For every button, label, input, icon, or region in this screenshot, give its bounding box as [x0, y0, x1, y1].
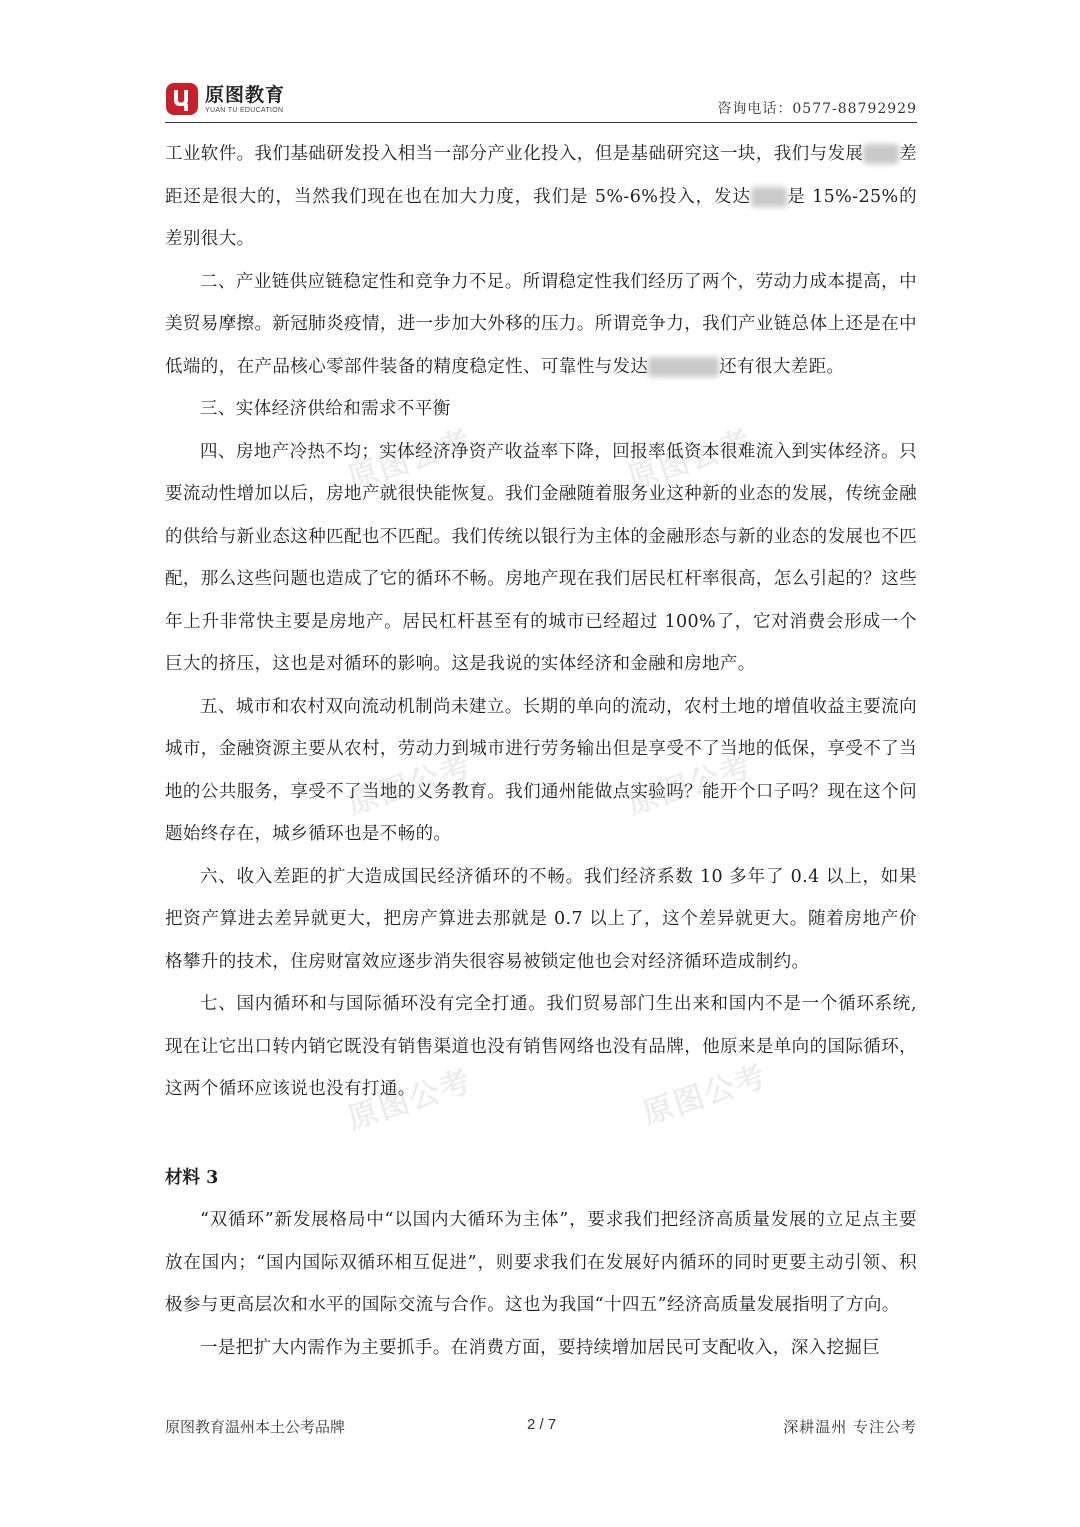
- paragraph-6: 六、收入差距的扩大造成国民经济循环的不畅。我们经济系数 10 多年了 0.4 以上，如果把资产算进去差异就更大，把房产算进去那就是 0.7 以上了，这个差异就更大。随着房地产价格攀升的技术，住房财富效应逐步消失很容易被锁定他也会对经济循环造成制约。: [165, 866, 917, 972]
- watermark: 原图公考: [623, 423, 757, 497]
- paragraph-text: 工业软件。我们基础研发投入相当一部分产业化投入，但是基础研究这一块，我们与发展: [165, 144, 864, 164]
- footer-brand: 原图教育温州本土公考品牌: [165, 1418, 346, 1436]
- watermark: 原图公考: [343, 423, 477, 497]
- paragraph-text: 差距还是很大的，当然我们现在也在加大力度，我们是 5%-6%投入，发达: [165, 144, 917, 207]
- paragraph-4: 四、房地产冷热不均；实体经济净资产收益率下降，回报率低资本很难流入到实体经济。只要流动性增加以后，房地产就很快能恢复。我们金融随着服务业这种新的业态的发展，传统金融的供给与新业态这种匹配也不匹配。我们传统以银行为主体的金融形态与新的业态的发展也不匹配，那么这些问题也造成了它的循环不畅。房地产现在我们居民杠杆率很高，怎么引起的？这些年上升非常快主要是房地产。居民杠杆甚至有的城市已经超过 100%了，它对消费会形成一个巨大的挤压，这也是对循环的影响。这是我说的实体经济和金融和房地产。: [165, 441, 917, 674]
- watermark: 原图公考: [343, 748, 477, 822]
- material-paragraph-1: “双循环”新发展格局中“以国内大循环为主体”，要求我们把经济高质量发展的立足点主要放在国内；“国内国际双循环相互促进”，则要求我们在发展好内循环的同时更要主动引领、积极参与更高层次和水平的国际交流与合作。这也为我国“十四五”经济高质量发展指明了方向。: [165, 1210, 917, 1315]
- paragraph-3: 三、实体经济供给和需求不平衡: [200, 399, 451, 419]
- redacted-text: [863, 144, 899, 164]
- paragraph-2: [165, 261, 917, 389]
- paragraph-1: [165, 133, 917, 261]
- footer-slogan: 深耕温州 专注公考: [783, 1418, 917, 1436]
- watermark: 原图公考: [638, 1058, 772, 1132]
- redacted-text: [648, 357, 719, 377]
- page-footer: [165, 1416, 917, 1440]
- logo-y-icon: [165, 82, 199, 116]
- hotline-text: 咨询电话：0577-88792929: [717, 101, 917, 117]
- document-body: [165, 133, 917, 1369]
- redacted-text: [751, 187, 787, 207]
- paragraph-text: 二、产业链供应链稳定性和竞争力不足。所谓稳定性我们经历了两个，劳动力成本提高，中美贸易摩擦。新冠肺炎疫情，进一步加大外移的压力。所谓竞争力，我们产业链总体上还是在中低端的，在产品核心零部件装备的精度稳定性、可靠性与发达: [165, 271, 917, 377]
- brand-logo: [165, 82, 285, 116]
- page-number: 2 / 7: [527, 1416, 557, 1433]
- page-header: [165, 82, 917, 123]
- paragraph-5: 五、城市和农村双向流动机制尚未建立。长期的单向的流动，农村土地的增值收益主要流向城市，金融资源主要从农村，劳动力到城市进行劳务输出但是享受不了当地的低保，享受不了当地的公共服务，享受不了当地的义务教育。我们通州能做点实验吗？能开个口子吗？现在这个问题始终存在，城乡循环也是不畅的。: [165, 696, 917, 844]
- paragraph-text: 是 15%-25%的差别很大。: [165, 186, 917, 249]
- watermark: 原图公考: [343, 1063, 477, 1137]
- material-heading: 材料 3: [165, 1167, 219, 1188]
- paragraph-7: 七、国内循环和与国际循环没有完全打通。我们贸易部门生出来和国内不是一个循环系统,现在让它出口转内销它既没有销售渠道也没有销售网络也没有品牌，他原来是单向的国际循环，这两个循环应该说也没有打通。: [165, 994, 917, 1099]
- logo-name-cn: 原图教育: [205, 83, 286, 106]
- watermark: 原图公考: [623, 748, 757, 822]
- logo-name-en: YUAN TU EDUCATION: [205, 106, 284, 114]
- paragraph-text: 还有很大差距。: [719, 356, 845, 377]
- material-paragraph-2: 一是把扩大内需作为主要抓手。在消费方面，要持续增加居民可支配收入，深入挖掘巨: [200, 1337, 881, 1358]
